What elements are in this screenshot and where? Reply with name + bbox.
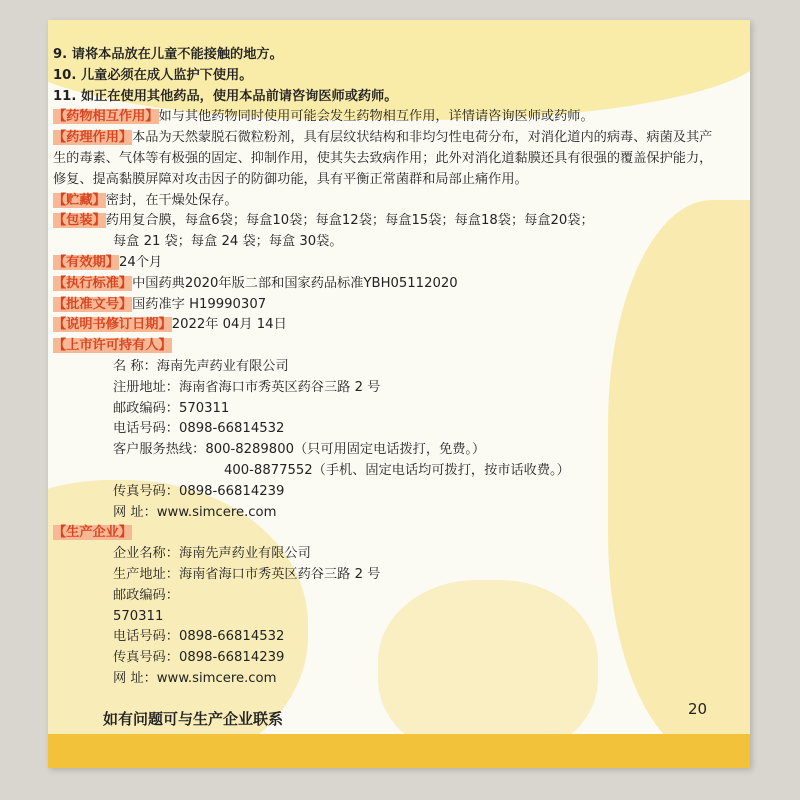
mah-web[interactable]: www.simcere.com bbox=[156, 504, 277, 520]
section-packaging bbox=[53, 211, 713, 232]
item-9: 9. 请将本品放在儿童不能接触的地方。 bbox=[53, 47, 283, 62]
section-pharmacology bbox=[53, 128, 713, 190]
interaction-tag: 【药物相互作用】 bbox=[53, 109, 159, 125]
mah-hotline2: 400-8877552（手机、固定电话均可拨打，按市话收费。） bbox=[224, 462, 570, 478]
mah-postcode: 570311 bbox=[178, 400, 230, 416]
mfr-address-label: 生产地址： bbox=[113, 566, 179, 582]
mah-web-label: 网 址： bbox=[113, 504, 157, 520]
interaction-text: 如与其他药物同时使用可能会发生药物相互作用，详情请咨询医师或药师。 bbox=[158, 109, 594, 125]
pharmacology-text: 本品为天然蒙脱石微粒粉剂，具有层纹状结构和非均匀性电荷分布，对消化道内的病毒、病菌及其产生的毒素、气体等有极强的固定、抑制作用，使其失去致病作用；此外对消化道黏膜还具有很强的覆盖保护能力，修复、提高黏膜屏障对攻击因子的防御功能，具有平衡正常菌群和局部止痛作用。 bbox=[53, 130, 713, 187]
footer-contact-note: 如有问题可与生产企业联系 bbox=[103, 710, 284, 728]
item-10: 10. 儿童必须在成人监护下使用。 bbox=[53, 67, 253, 83]
mfr-fax-row bbox=[53, 648, 713, 669]
mah-address: 海南省海口市秀英区药谷三路 2 号 bbox=[178, 379, 381, 395]
mah-name-row bbox=[53, 357, 713, 378]
mfr-postcode-row bbox=[53, 586, 713, 607]
mah-hotline-label: 客户服务热线： bbox=[113, 442, 206, 458]
section-mah bbox=[53, 336, 713, 357]
revision-text: 2022年 04月 14日 bbox=[171, 317, 287, 333]
revision-tag: 【说明书修订日期】 bbox=[53, 317, 172, 333]
section-manufacturer bbox=[53, 523, 713, 544]
mfr-web-row bbox=[53, 669, 713, 690]
mah-phone-row bbox=[53, 419, 713, 440]
mah-fax: 0898-66814239 bbox=[178, 483, 285, 499]
mfr-phone: 0898-66814532 bbox=[178, 629, 285, 645]
mfr-fax: 0898-66814239 bbox=[178, 650, 285, 666]
mfr-phone-row bbox=[53, 627, 713, 648]
section-approval bbox=[53, 295, 713, 316]
mfr-postcode-label: 邮政编码： bbox=[113, 587, 179, 603]
mah-address-label: 注册地址： bbox=[113, 379, 179, 395]
mah-name: 海南先声药业有限公司 bbox=[156, 358, 289, 374]
packaging-line1: 药用复合膜，每盒6袋；每盒10袋；每盒12袋；每盒15袋；每盒18袋；每盒20袋； bbox=[105, 213, 594, 229]
manufacturer-tag: 【生产企业】 bbox=[53, 525, 133, 541]
mfr-name-label: 企业名称： bbox=[113, 546, 179, 562]
mah-tag: 【上市许可持有人】 bbox=[53, 338, 172, 354]
mah-fax-row bbox=[53, 482, 713, 503]
mah-phone-label: 电话号码： bbox=[113, 421, 179, 437]
mah-fax-label: 传真号码： bbox=[113, 483, 179, 499]
mfr-postcode-value-row bbox=[53, 607, 713, 628]
mah-web-row bbox=[53, 503, 713, 524]
approval-text: 国药准字 H19990307 bbox=[132, 296, 267, 312]
mah-address-row bbox=[53, 378, 713, 399]
mah-name-label: 名 称： bbox=[113, 358, 157, 374]
mfr-address: 海南省海口市秀英区药谷三路 2 号 bbox=[178, 566, 381, 582]
mah-hotline1: 800-8289800（只可用固定电话拨打，免费。） bbox=[205, 442, 486, 458]
section-validity bbox=[53, 253, 713, 274]
packaging-tag: 【包装】 bbox=[53, 213, 106, 229]
standard-text: 中国药典2020年版二部和国家药品标准YBH05112020 bbox=[132, 275, 458, 291]
mah-postcode-label: 邮政编码： bbox=[113, 400, 179, 416]
validity-tag: 【有效期】 bbox=[53, 254, 119, 270]
mfr-phone-label: 电话号码： bbox=[113, 629, 179, 645]
leaflet-content bbox=[53, 45, 713, 690]
standard-tag: 【执行标准】 bbox=[53, 275, 133, 291]
page-number: 20 bbox=[688, 700, 708, 718]
packaging-line2: 每盒 21 袋；每盒 24 袋；每盒 30袋。 bbox=[113, 234, 343, 250]
mfr-web[interactable]: www.simcere.com bbox=[156, 670, 277, 686]
item-11: 11. 如正在使用其他药品，使用本品前请咨询医师或药师。 bbox=[53, 88, 398, 104]
mah-postcode-row bbox=[53, 399, 713, 420]
mfr-web-label: 网 址： bbox=[113, 670, 157, 686]
section-revision bbox=[53, 315, 713, 336]
mfr-fax-label: 传真号码： bbox=[113, 650, 179, 666]
bottom-yellow-band bbox=[48, 734, 750, 768]
approval-tag: 【批准文号】 bbox=[53, 296, 133, 312]
validity-text: 24个月 bbox=[118, 254, 163, 270]
mah-hotline-row bbox=[53, 440, 713, 461]
section-interaction bbox=[53, 107, 713, 128]
section-standard bbox=[53, 274, 713, 295]
storage-tag: 【贮藏】 bbox=[53, 192, 106, 208]
mfr-name: 海南先声药业有限公司 bbox=[178, 546, 311, 562]
mfr-postcode: 570311 bbox=[113, 608, 164, 624]
mfr-name-row bbox=[53, 544, 713, 565]
pharmacology-tag: 【药理作用】 bbox=[53, 130, 133, 146]
mah-phone: 0898-66814532 bbox=[178, 421, 285, 437]
storage-text: 密封，在干燥处保存。 bbox=[105, 192, 238, 208]
section-storage bbox=[53, 191, 713, 212]
mfr-address-row bbox=[53, 565, 713, 586]
